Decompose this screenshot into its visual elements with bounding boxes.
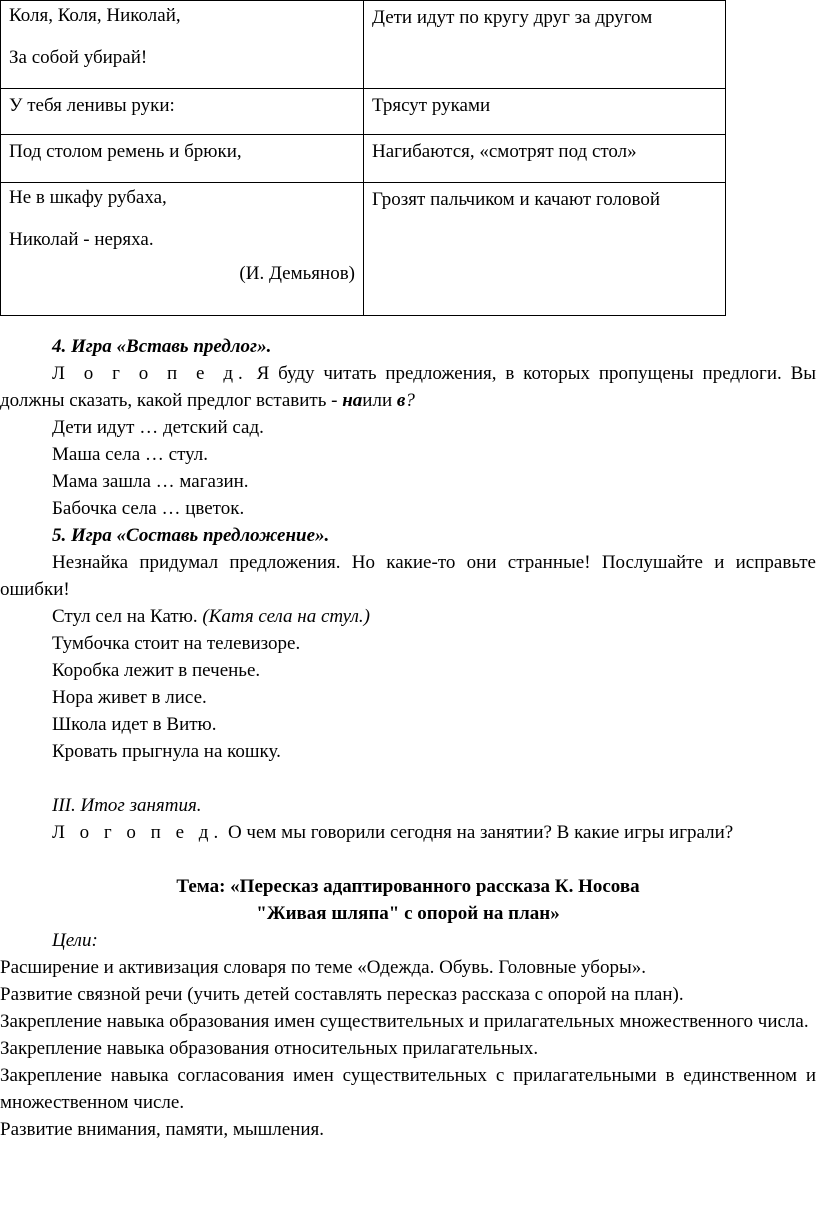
spacer (0, 846, 816, 873)
poem-line: Коля, Коля, Николай, (9, 5, 181, 26)
game5-sentence: Кровать прыгнула на кошку. (52, 741, 281, 762)
game4-sentence: Мама зашла … магазин. (52, 471, 249, 492)
poem-line: За собой убирай! (9, 47, 148, 68)
theme-title-line1: Тема: «Пересказ адаптированного рассказа К. Носова (176, 876, 640, 897)
poem-line: Не в шкафу рубаха, (9, 187, 167, 208)
question-mark: ? (405, 390, 415, 411)
preposition-v: в (396, 390, 406, 411)
game5-title: 5. Игра «Составь предложение». (52, 525, 330, 546)
game5-sentence: Нора живет в лисе. (52, 687, 207, 708)
game5-example (0, 603, 816, 630)
action-cell: Трясут руками (364, 89, 726, 135)
poem-author: (И. Демьянов) (239, 263, 355, 284)
table-row (1, 135, 726, 183)
example-sentence: Стул сел на Катю. (52, 606, 198, 627)
goal-item: Закрепление навыка образования относительных прилагательных. (0, 1038, 539, 1059)
action-cell: Нагибаются, «смотрят под стол» (364, 135, 726, 183)
table-row (1, 89, 726, 135)
poem-cell (1, 1, 364, 89)
theme-title-line2: "Живая шляпа" с опорой на план» (256, 903, 560, 924)
goals-label: Цели: (52, 930, 98, 951)
goal-item: Расширение и активизация словаря по теме «Одежда. Обувь. Головные уборы». (0, 957, 646, 978)
goal-item: Развитие внимания, памяти, мышления. (0, 1119, 325, 1140)
poem-table (0, 0, 726, 316)
game4-sentence: Бабочка села … цветок. (52, 498, 245, 519)
poem-cell: Под столом ремень и брюки, (1, 135, 364, 183)
goal-item: Закрепление навыка образования имен существительных и прилагательных множественного числа. (0, 1011, 809, 1032)
document-body (0, 333, 816, 1143)
game5-sentence: Школа идет в Витю. (52, 714, 217, 735)
action-cell: Дети идут по кругу друг за другом (364, 1, 726, 89)
summary-question: О чем мы говорили сегодня на занятии? В какие игры играли? (223, 822, 734, 843)
summary-title: III. Итог занятия. (52, 795, 202, 816)
example-answer: (Катя села на стул.) (202, 606, 370, 627)
goal-item: Закрепление навыка согласования имен существительных с прилагательными в единственном и множественном числе. (0, 1065, 816, 1113)
game5-sentence: Тумбочка стоит на телевизоре. (52, 633, 301, 654)
summary-text (0, 819, 816, 846)
game5-intro: Незнайка придумал предложения. Но какие-то они странные! Послушайте и исправьте ошибки! (0, 552, 816, 600)
game5-sentence: Коробка лежит в печенье. (52, 660, 261, 681)
spacer (0, 765, 816, 792)
poem-cell (1, 183, 364, 316)
poem-cell: У тебя ленивы руки: (1, 89, 364, 135)
action-cell: Грозят пальчиком и качают головой (364, 183, 726, 316)
table-row (1, 183, 726, 316)
game4-intro (0, 360, 816, 414)
speaker-label: Л о г о п е д. (52, 822, 224, 843)
preposition-na: на (342, 390, 363, 411)
game4-sentence: Маша села … стул. (52, 444, 209, 465)
goal-item: Развитие связной речи (учить детей составлять пересказ рассказа с опорой на план). (0, 984, 684, 1005)
game4-title: 4. Игра «Вставь предлог». (52, 336, 272, 357)
table-row (1, 1, 726, 89)
poem-line: Николай - неряха. (9, 229, 154, 250)
speaker-label: Л о г о п е д. (52, 363, 248, 384)
or-word: или (362, 390, 397, 411)
game4-intro-text: Я буду читать предложения, в которых пропущены предлоги. Вы должны сказать, какой предлог вставить - (0, 363, 816, 411)
game4-sentence: Дети идут … детский сад. (52, 417, 264, 438)
